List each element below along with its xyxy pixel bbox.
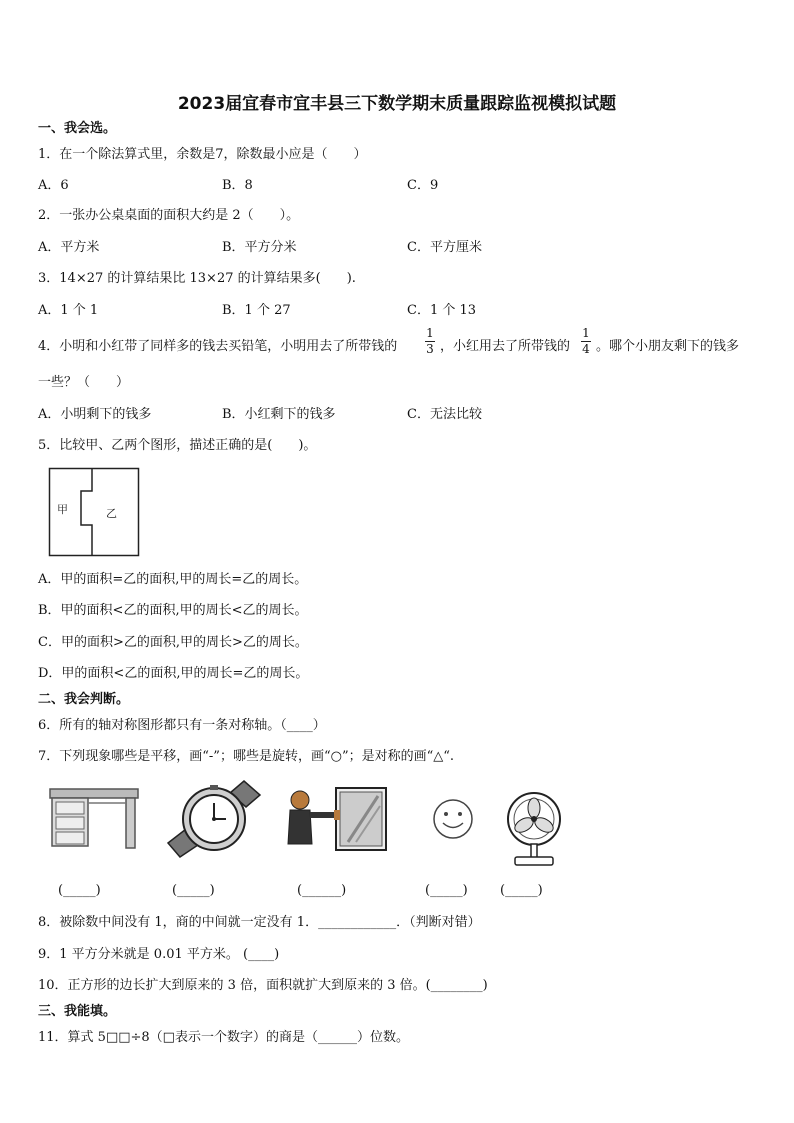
desk-icon — [48, 785, 140, 851]
fraction-denominator: 3 — [426, 342, 434, 356]
question-3-option-c[interactable]: C．1 个 13 — [407, 303, 477, 318]
fraction-one-third — [425, 327, 435, 356]
section-heading-judge: 二、我会判断。 — [38, 692, 130, 707]
question-5-option-a[interactable]: A．甲的面积=乙的面积,甲的周长=乙的周长。 — [38, 572, 308, 587]
question-9-stem: 9．1 平方分米就是 0.01 平方米。 (____) — [38, 947, 280, 962]
fraction-denominator: 4 — [582, 342, 590, 356]
answer-blank-watch[interactable]: (_____) — [172, 883, 215, 898]
question-1-option-c[interactable]: C．9 — [407, 178, 439, 193]
label-jia: 甲 — [57, 503, 68, 516]
question-5-option-b[interactable]: B．甲的面积<乙的面积,甲的周长<乙的周长。 — [38, 603, 308, 618]
question-5-option-d[interactable]: D．甲的面积<乙的面积,甲的周长=乙的周长。 — [38, 666, 309, 681]
question-4-stem-part2: ，小红用去了所带钱的 — [440, 339, 571, 354]
section-heading-fill: 三、我能填。 — [38, 1004, 117, 1019]
window-pushing-icon — [282, 786, 388, 852]
question-8-stem: 8．被除数中间没有 1，商的中间就一定没有 1．____________．（判断对错） — [38, 915, 481, 930]
question-4-stem-line2: 一些？（ ） — [38, 375, 130, 390]
question-1-stem: 1．在一个除法算式里，余数是7，除数最小应是（ ） — [38, 147, 367, 162]
fraction-one-quarter — [581, 327, 591, 356]
fraction-numerator: 1 — [582, 326, 590, 340]
question-4-option-a[interactable]: A．小明剩下的钱多 — [38, 407, 152, 422]
question-1-option-a[interactable]: A．6 — [38, 178, 69, 193]
question-4-stem-part1: 4．小明和小红带了同样多的钱去买铅笔，小明用去了所带钱的 — [38, 339, 398, 354]
question-3-stem: 3．14×27 的计算结果比 13×27 的计算结果多( ). — [38, 271, 356, 286]
question-6-stem: 6．所有的轴对称图形都只有一条对称轴。（____） — [38, 718, 326, 733]
smiley-face-icon — [431, 797, 475, 841]
question-7-stem: 7．下列现象哪些是平移，画“-”；哪些是旋转，画“○”；是对称的画“△“. — [38, 749, 455, 764]
question-5-option-c[interactable]: C．甲的面积>乙的面积,甲的周长>乙的周长。 — [38, 635, 308, 650]
question-10-stem: 10．正方形的边长扩大到原来的 3 倍，面积就扩大到原来的 3 倍。(________) — [38, 978, 488, 993]
electric-fan-icon — [503, 792, 565, 868]
answer-blank-desk[interactable]: (_____) — [58, 883, 101, 898]
question-4-stem-part3: 。哪个小朋友剩下的钱多 — [596, 339, 740, 354]
watch-icon — [164, 779, 264, 859]
question-4-option-b[interactable]: B．小红剩下的钱多 — [222, 407, 336, 422]
question-1-option-b[interactable]: B．8 — [222, 178, 253, 193]
question-4-option-c[interactable]: C．无法比较 — [407, 407, 482, 422]
answer-blank-fan[interactable]: (_____) — [500, 883, 543, 898]
question-5-stem: 5．比较甲、乙两个图形，描述正确的是( )。 — [38, 438, 317, 453]
label-yi: 乙 — [106, 507, 117, 520]
question-11-stem: 11．算式 5□□÷8（□表示一个数字）的商是（______）位数。 — [38, 1030, 409, 1045]
answer-blank-smiley[interactable]: (_____) — [425, 883, 468, 898]
question-2-option-a[interactable]: A．平方米 — [38, 240, 100, 255]
shapes-jia-yi-figure — [48, 467, 140, 557]
question-2-option-b[interactable]: B．平方分米 — [222, 240, 297, 255]
answer-blank-window[interactable]: (______) — [297, 883, 347, 898]
question-2-option-c[interactable]: C．平方厘米 — [407, 240, 482, 255]
question-3-option-b[interactable]: B．1 个 27 — [222, 303, 291, 318]
fraction-numerator: 1 — [426, 326, 434, 340]
question-3-option-a[interactable]: A．1 个 1 — [38, 303, 99, 318]
question-2-stem: 2．一张办公桌桌面的面积大约是 2（ ）。 — [38, 208, 300, 223]
page-title: 2023届宜春市宜丰县三下数学期末质量跟踪监视模拟试题 — [177, 94, 617, 114]
section-heading-choice: 一、我会选。 — [38, 121, 117, 136]
